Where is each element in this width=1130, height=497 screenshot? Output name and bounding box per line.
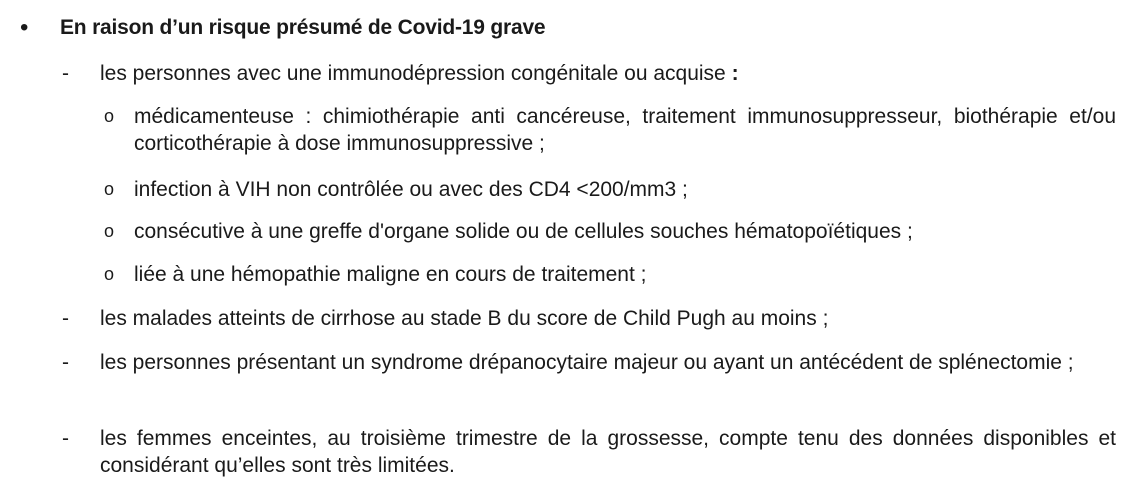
list-item-main-text: les personnes avec une immunodépression congénitale ou acquise xyxy=(100,62,726,85)
list-item-text xyxy=(100,60,1116,87)
list-item-suffix: : xyxy=(725,62,739,85)
circle-marker: o xyxy=(104,106,115,126)
dash-marker: - xyxy=(62,427,69,450)
bullet-marker: • xyxy=(20,14,29,41)
sub-list-item-text: consécutive à une greffe d'organe solide ou de cellules souches hématopoïétiques ; xyxy=(134,220,913,243)
dash-marker: - xyxy=(62,351,69,374)
section-heading: En raison d’un risque présumé de Covid-19 grave xyxy=(60,16,546,39)
circle-marker: o xyxy=(104,264,115,284)
sub-list-item-text: médicamenteuse : chimiothérapie anti cancéreuse, traitement immunosuppresseur, biothérapie et/ou corticothérapie à dose immunosuppressive ; xyxy=(134,105,1116,155)
circle-marker: o xyxy=(104,221,115,241)
dash-marker: - xyxy=(62,307,69,330)
list-item-text: les malades atteints de cirrhose au stade B du score de Child Pugh au moins ; xyxy=(100,307,829,330)
list-item-text: les femmes enceintes, au troisième trimestre de la grossesse, compte tenu des données disponibles et considérant qu’elles sont très limitées. xyxy=(100,427,1116,477)
circle-marker: o xyxy=(104,179,115,199)
sub-list-item-text: infection à VIH non contrôlée ou avec des CD4 <200/mm3 ; xyxy=(134,178,688,201)
list-item-text: les personnes présentant un syndrome drépanocytaire majeur ou ayant un antécédent de splénectomie ; xyxy=(100,351,1074,374)
sub-list-item-text: liée à une hémopathie maligne en cours de traitement ; xyxy=(134,263,647,286)
dash-marker: - xyxy=(62,62,69,85)
